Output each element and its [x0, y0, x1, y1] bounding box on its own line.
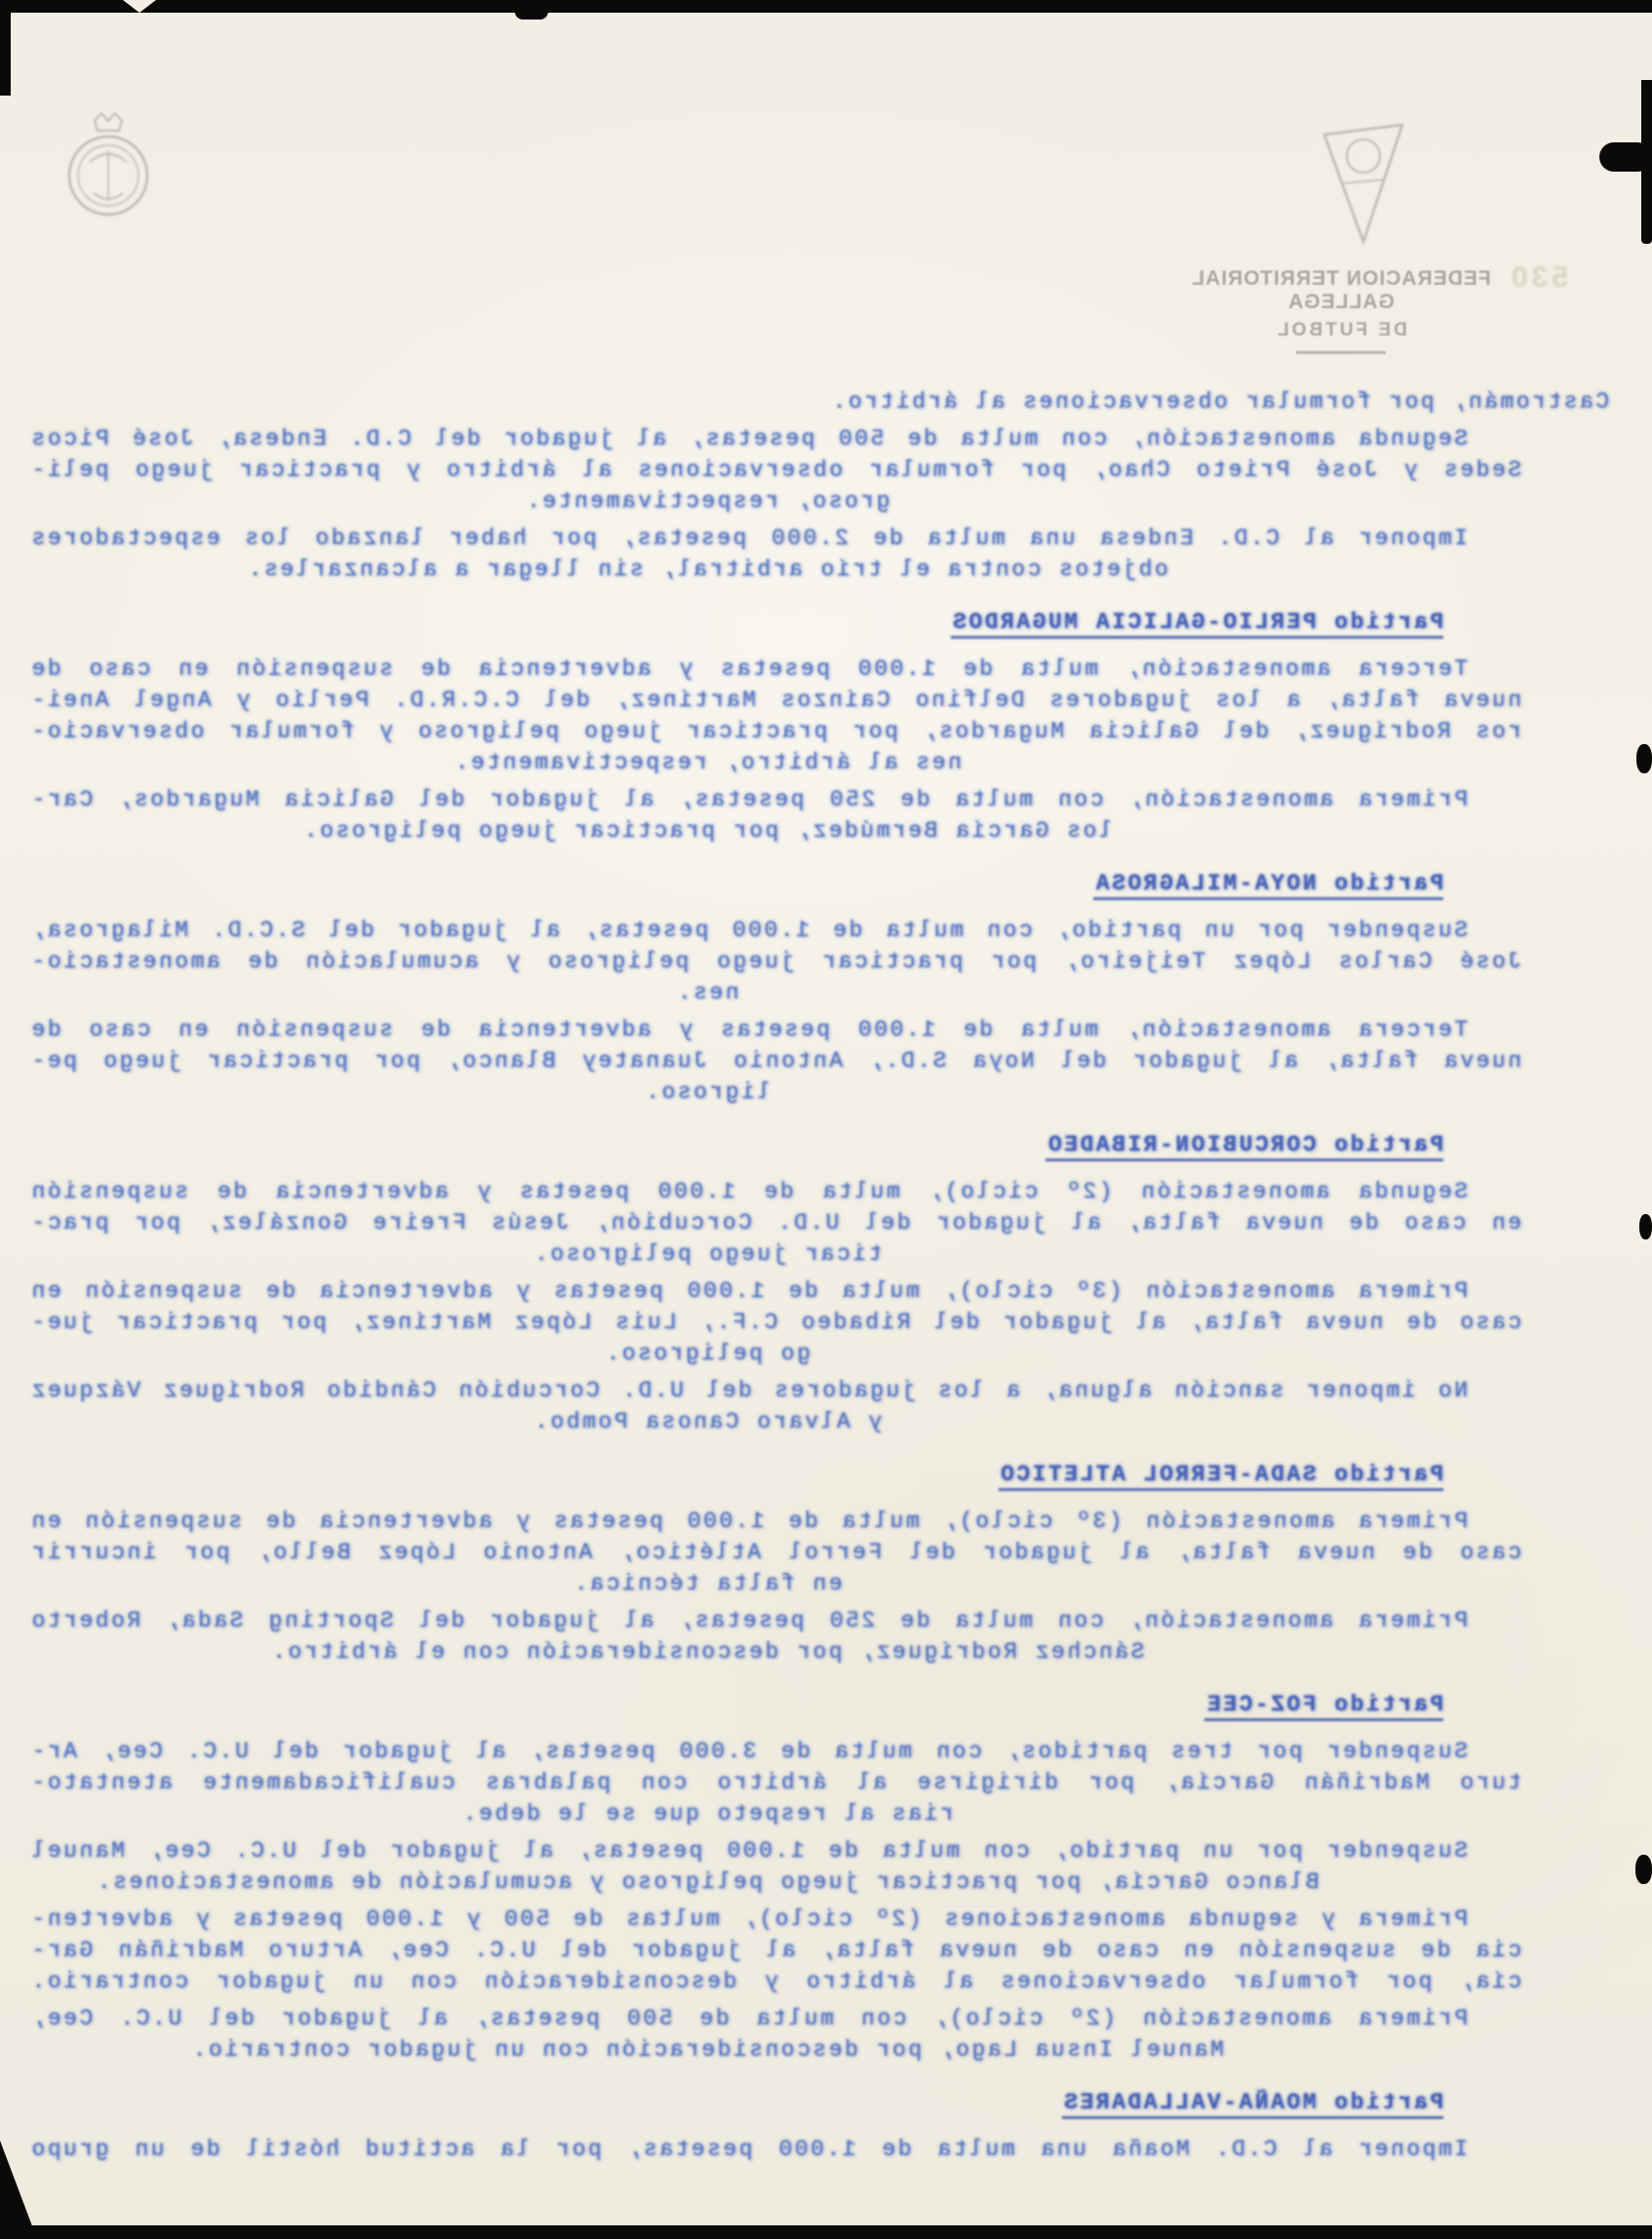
document-line: los García Bermúdez, por practicar juego peligroso. [301, 818, 1113, 844]
paper-sheet [0, 10, 1652, 2227]
document-line: Primera amonestación (2º ciclo), con multa de 500 pesetas, al jugador del U.C. Cee, [29, 2006, 1468, 2031]
document-paragraph [29, 915, 1521, 1008]
document-paragraph [29, 523, 1521, 585]
document-line: groso, respectivamente. [524, 489, 890, 514]
match-heading [29, 607, 1443, 638]
document-paragraph [29, 2134, 1521, 2165]
document-line: turo Madriñán García, por dirigirse al árbitro con palabras cualificadamente atentato- [29, 1770, 1521, 1795]
document-line: y Alvaro Canosa Pombo. [531, 1409, 883, 1434]
document-paragraph [29, 2003, 1521, 2065]
document-paragraph [29, 1014, 1521, 1108]
document-paragraph [29, 1375, 1521, 1437]
document-line: Suspender por tres partidos, con multa de 3.000 pesetas, al jugador del U.C. Cee, Ar- [29, 1739, 1468, 1764]
match-heading-text: Partido NOYA-MILAGROSA [1093, 871, 1443, 900]
document-paragraph [29, 653, 1521, 778]
document-line: No imponer sanción alguna, a los jugadores del U.D. Corcubión Cándido Rodríguez Vázquez [29, 1378, 1468, 1403]
letterhead [1141, 267, 1541, 354]
mirrored-bleedthrough-layer [0, 10, 1652, 2227]
document-paragraph [29, 386, 1609, 417]
document-line: Sedes y José Prieto Chao, por formular observaciones al árbitro y practicar juego peli- [29, 457, 1521, 483]
document-line: Manuel Insua Lago, por desconsideración con un jugador contrario. [190, 2037, 1224, 2062]
document-paragraph [29, 1276, 1521, 1369]
scan-border-bump [515, 11, 548, 20]
document-line: Castromán, por formular observaciones al árbitro. [830, 389, 1609, 414]
match-heading-text: Partido CORCUBION-RIBADEO [1045, 1132, 1443, 1161]
document-line: cía, por formular observaciones al árbitro y desconsideración con un jugador contrario. [29, 1969, 1521, 1994]
binder-hole-artifact [1636, 744, 1652, 773]
match-heading [29, 1459, 1443, 1490]
document-line: nueva falta, a los jugadores Delfino Caínzos Martínez, del C.C.R.D. Perlío y Angel Anei- [29, 687, 1521, 713]
document-line: Segunda amonestación (2º ciclo), multa de 1.000 pesetas y advertencia de suspensión [29, 1179, 1468, 1204]
document-line: en falta técnica. [571, 1571, 843, 1596]
document-line: caso de nueva falta, al jugador del Ribadeo C.F., Luis López Martínez, por practicar jue- [29, 1310, 1521, 1335]
document-paragraph [29, 1176, 1521, 1270]
document-line: go peligroso. [604, 1341, 810, 1366]
document-line: objetos contra el trío arbitral, sin llegar a alcanzarles. [246, 557, 1168, 582]
document-line: Primera y segunda amonestaciones (2º ciclo), multas de 500 y 1.000 pesetas y adverten- [29, 1906, 1468, 1932]
document-paragraph [29, 1904, 1521, 1997]
document-line: Primera amonestación (3º ciclo), multa de 1.000 pesetas y advertencia de suspensión en [29, 1278, 1468, 1304]
folio-number: 530 [1507, 261, 1568, 294]
club-pennant-watermark-icon [1318, 119, 1408, 253]
letterhead-federation-name: FEDERACION TERRITORIAL GALLEGA [1191, 267, 1491, 313]
royal-crest-watermark-icon [60, 111, 156, 229]
document-line: ligroso. [643, 1080, 771, 1105]
document-line: Imponer al C.D. Moaña una multa de 1.000 pesetas, por la actitud hóstil de un grupo [29, 2137, 1468, 2162]
letterhead-rule [1296, 351, 1386, 354]
match-heading-text: Partido FOZ-CEE [1204, 1692, 1443, 1721]
letterhead-subtitle: DE FUTBOL [1275, 320, 1407, 340]
document-line: nueva falta, al jugador del Noya S.D., Antonio Juanatey Blanco, por practicar juego pe- [29, 1048, 1521, 1074]
binder-hole-artifact [1639, 1214, 1652, 1239]
document-paragraph [29, 423, 1521, 517]
document-line: José Carlos López Teijeiro, por practicar juego peligroso y acumulación de amonestacio- [29, 949, 1521, 974]
document-paragraph [29, 1506, 1521, 1599]
match-heading [29, 2087, 1443, 2118]
document-line: Imponer al C.D. Endesa una multa de 2.000 pesetas, por haber lanzado los espectadores [29, 526, 1468, 551]
match-heading-text: Partido SADA-FERROL ATLETICO [999, 1462, 1443, 1491]
document-line: Tercera amonestación, multa de 1.000 pesetas y advertencia de suspensión en caso de [29, 656, 1468, 682]
document-line: Segunda amonestación, con multa de 500 pesetas, al jugador del C.D. Endesa, José Picos [29, 426, 1468, 452]
document-line: nes. [675, 980, 739, 1005]
document-line: cia de suspensión en caso de nueva falta, al jugador del U.C. Cee, Arturo Madriñán Gar- [29, 1938, 1521, 1963]
document-line: Blanco García, por practicar juego peligroso y acumulación de amonestaciones. [95, 1869, 1319, 1895]
document-line: Primera amonestación, con multa de 250 pesetas, al jugador del Sporting Sada, Roberto [29, 1608, 1468, 1633]
document-line: Primera amonestación, con multa de 250 pesetas, al jugador del Galicia Mugardos, Car- [29, 787, 1468, 812]
match-heading [29, 868, 1443, 899]
match-heading [29, 1129, 1443, 1160]
document-line: Tercera amonestación, multa de 1.000 pesetas y advertencia de suspensión en caso de [29, 1017, 1468, 1042]
document-text [29, 386, 1609, 2171]
match-heading-text: Partido MOAÑA-VALLADARES [1062, 2090, 1443, 2119]
document-line: ticar juego peligroso. [531, 1241, 883, 1267]
document-line: Primera amonestación (3º ciclo), multa de 1.000 pesetas y advertencia de suspensión en [29, 1509, 1468, 1534]
scan-corner-wedge [0, 2141, 37, 2239]
document-line: caso de nueva falta, al jugador del Ferrol Atlético, Antonio López Bello, por incurrir [29, 1540, 1521, 1565]
document-line: nes al árbitro, respectivamente. [452, 750, 962, 775]
document-paragraph [29, 784, 1521, 846]
binder-clip-artifact [1599, 142, 1652, 172]
scan-border-left [0, 0, 11, 96]
match-heading [29, 1689, 1443, 1720]
document-paragraph [29, 1605, 1521, 1668]
document-line: Suspender por un partido, con multa de 1.000 pesetas, al jugador del U.C. Cee, Manuel [29, 1838, 1468, 1864]
document-paragraph [29, 1835, 1521, 1898]
document-line: en caso de nueva falta, al jugador del U.D. Corcubión, Jesús Freire González, por prac- [29, 1210, 1521, 1236]
document-paragraph [29, 1736, 1521, 1829]
scan-border-bottom [0, 2225, 1652, 2239]
binder-hole-artifact [1635, 1855, 1652, 1884]
document-line: ros Rodríguez, del Galicia Mugardos, por practicar juego peligroso y formular observacio- [29, 719, 1521, 744]
paper-tab-notch [123, 0, 156, 13]
document-line: Sánchez Rodríguez, por desconsideración con el árbitro. [269, 1639, 1145, 1665]
scan-border-top [0, 0, 1652, 13]
document-line: rias al respeto que se le debe. [460, 1801, 954, 1827]
document-line: Suspender por un partido, con multa de 1.000 pesetas, al jugador del S.C.D. Milagrosa, [29, 918, 1468, 943]
match-heading-text: Partido PERLIO-GALICIA MUGARDOS [951, 609, 1443, 639]
